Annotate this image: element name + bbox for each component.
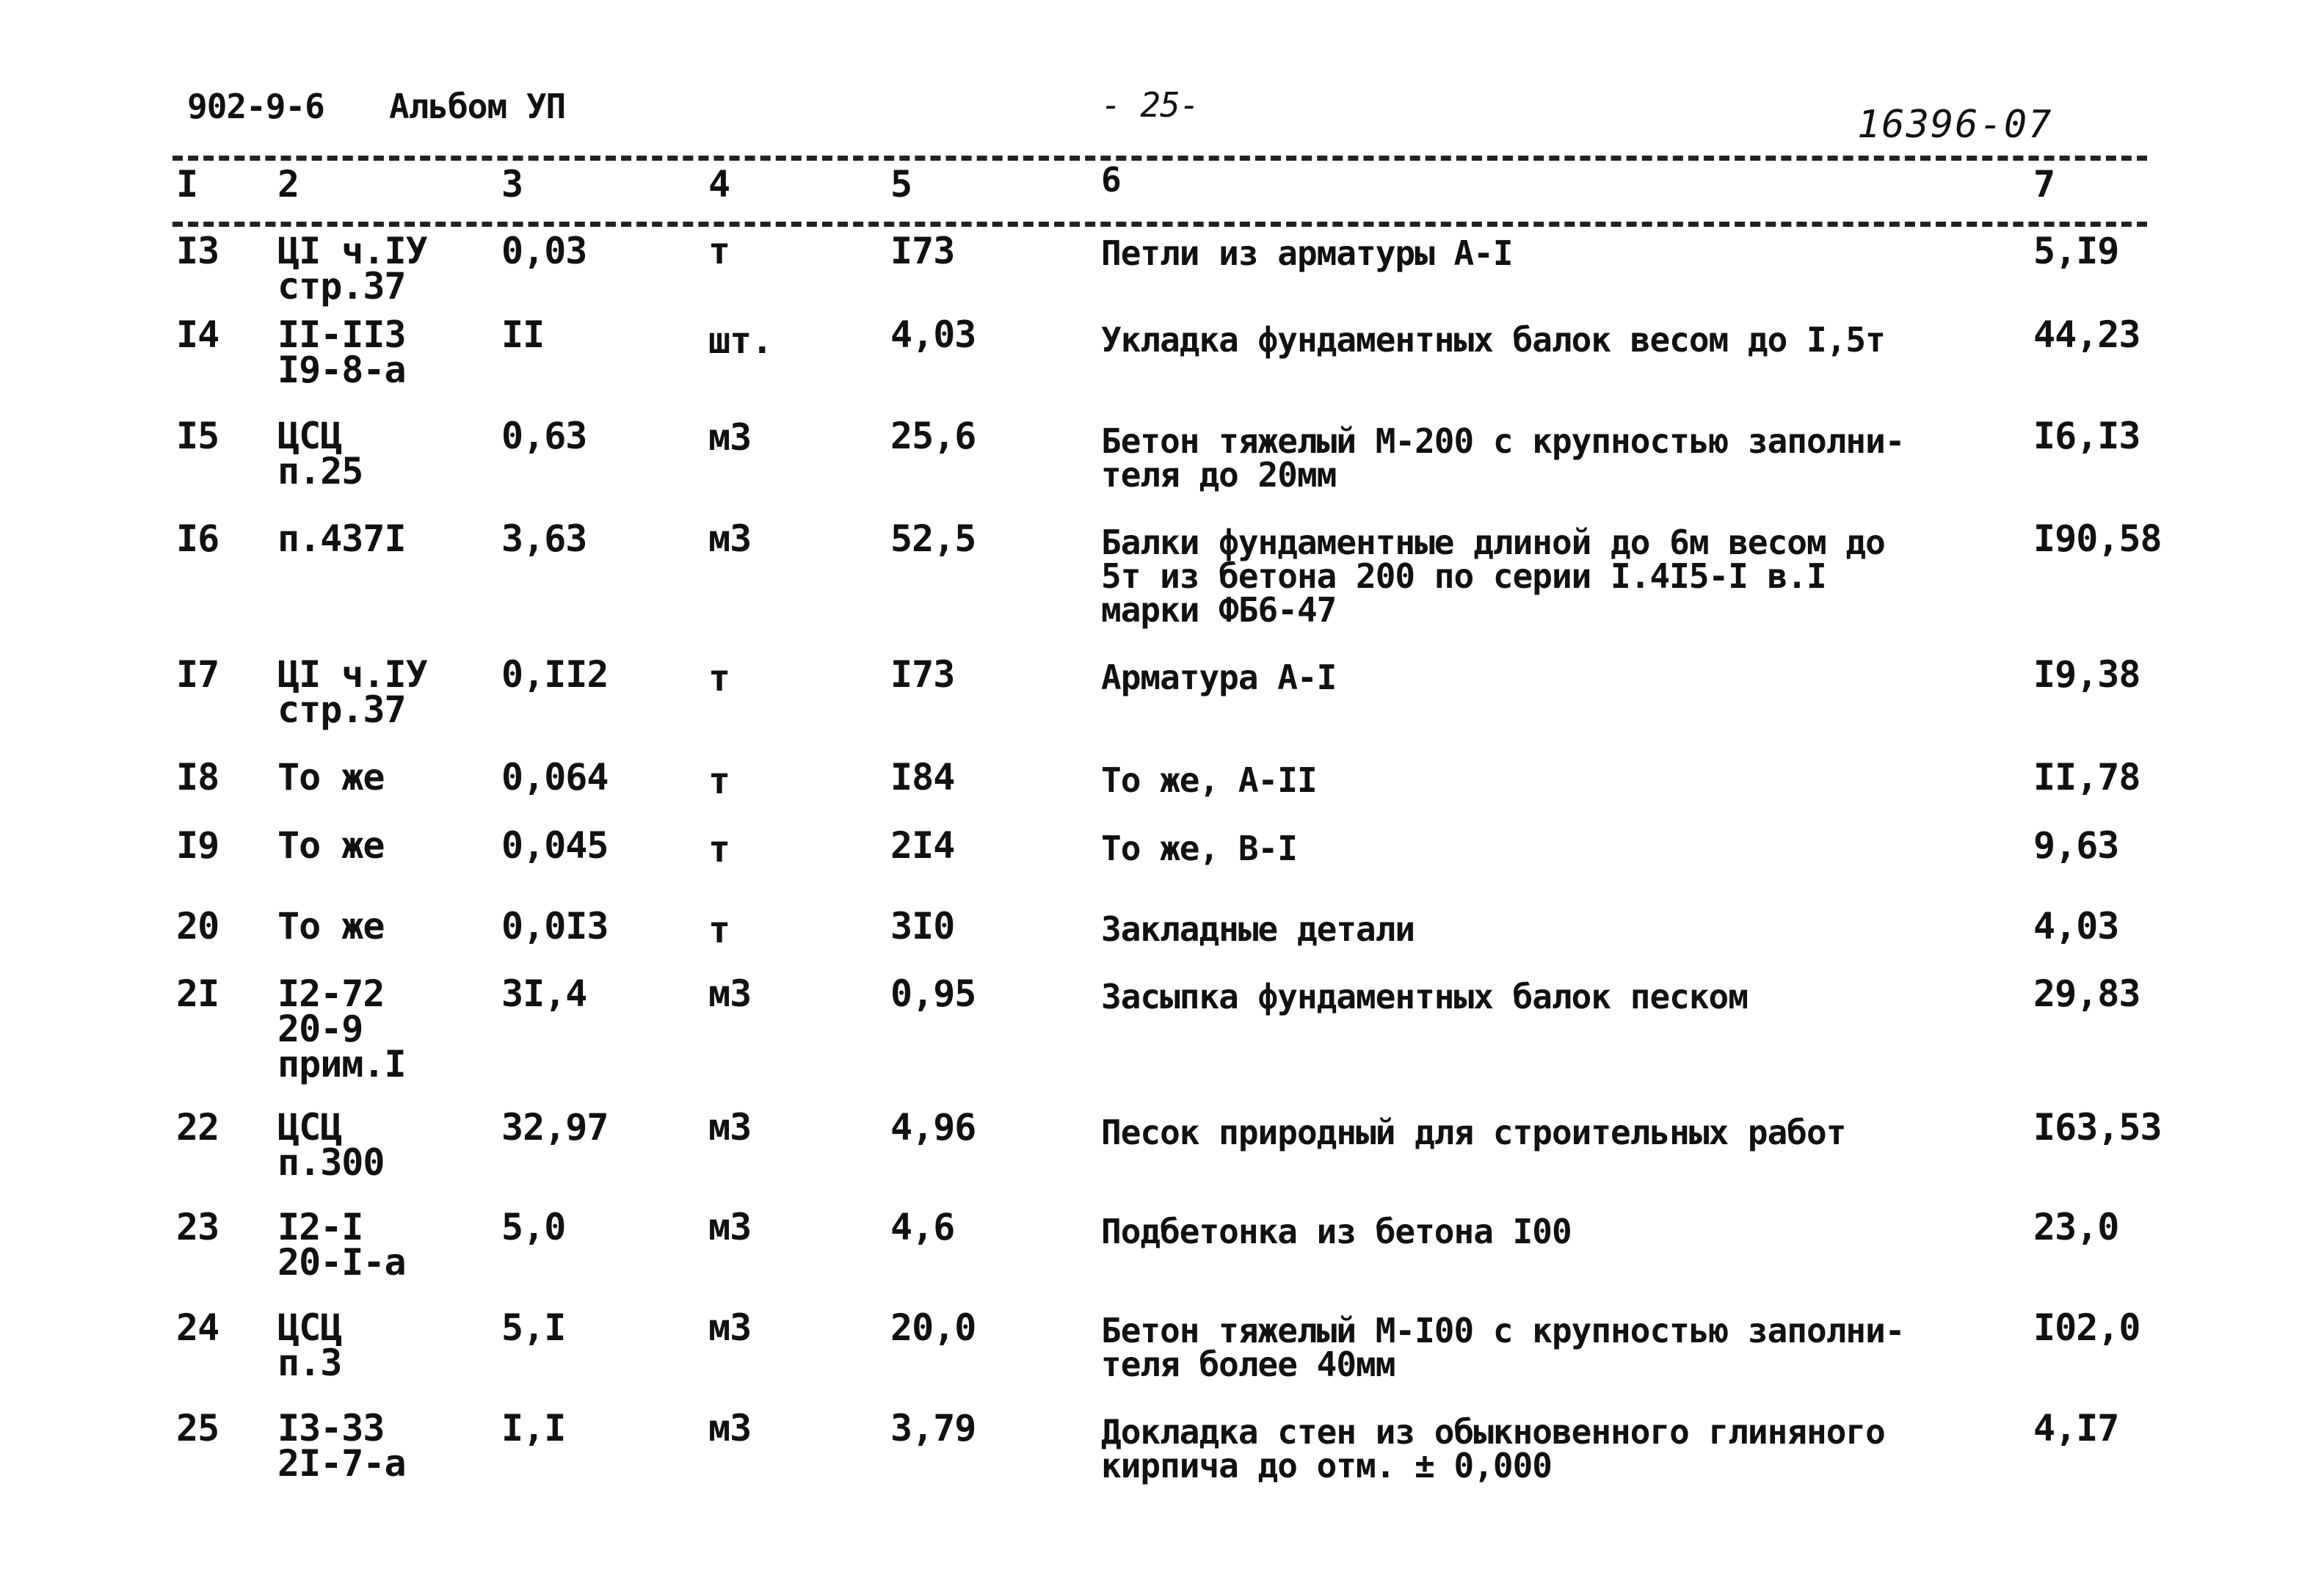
row-number: 2I [176,972,219,1015]
row-total: I90,58 [2033,517,2162,560]
row-reference: I2-72 20-9 прим.I [277,972,406,1085]
row-unit: т [708,760,730,802]
row-unit-price: 4,96 [890,1106,976,1149]
column-header-5: 5 [890,163,913,205]
column-header-2: 2 [277,163,300,205]
row-unit-price: 0,95 [890,972,976,1015]
row-quantity: 32,97 [501,1106,609,1149]
page-number: - 25- [1101,85,1199,125]
row-quantity: 3I,4 [501,972,587,1015]
column-header-3: 3 [501,163,524,205]
row-number: I9 [176,824,219,867]
row-total: I02,0 [2033,1306,2140,1349]
row-description: Балки фундаментные длиной до 6м весом до 5т из бетона 200 по серии I.4I5-I в.I марки ФБ6-47 [1101,523,1885,630]
row-total: 5,I9 [2033,230,2119,272]
row-reference: То же [277,905,385,947]
row-unit-price: 4,6 [890,1206,955,1248]
row-unit: м3 [708,517,752,560]
row-number: I3 [176,230,219,272]
row-reference: ЦСЦ п.25 [277,415,363,492]
column-header-6: 6 [1101,160,1122,200]
row-unit: м3 [708,1106,752,1149]
inventory-number: 16396-07 [1857,103,2053,147]
row-description: Докладка стен из обыкновенного глиняного кирпича до отм. ± 0,000 [1101,1412,1885,1485]
row-unit: т [708,230,730,272]
row-quantity: 3,63 [501,517,587,560]
row-number: 20 [176,905,219,947]
row-unit: т [708,657,730,699]
row-quantity: 0,0I3 [501,905,609,947]
row-total: 23,0 [2033,1206,2119,1248]
row-description: Бетон тяжелый М-200 с крупностью заполни- теля до 20мм [1101,421,1905,495]
row-unit: м3 [708,1407,752,1449]
row-unit: м3 [708,972,752,1015]
row-unit-price: 20,0 [890,1306,976,1349]
row-reference: I2-I 20-I-а [277,1206,406,1284]
row-description: То же, B-I [1101,829,1297,868]
row-unit: м3 [708,416,752,459]
row-quantity: II [501,313,545,356]
row-quantity: I,I [501,1407,566,1449]
row-quantity: 0,63 [501,415,587,457]
table-top-rule [173,156,2147,161]
row-unit: т [708,828,730,870]
row-total: 29,83 [2033,972,2140,1015]
row-number: I6 [176,517,219,560]
row-unit-price: 2I4 [890,824,955,867]
row-number: I8 [176,756,219,799]
row-unit-price: 4,03 [890,313,976,356]
row-reference: I3-33 2I-7-а [277,1407,406,1485]
row-quantity: 0,064 [501,756,609,799]
row-description: Засыпка фундаментных балок песком [1101,977,1748,1016]
row-description: То же, A-II [1101,760,1317,800]
row-number: I7 [176,653,219,696]
document-code: 902-9-6 [187,87,324,126]
row-description: Укладка фундаментных балок весом до I,5т [1101,320,1885,360]
row-unit-price: I84 [890,756,955,799]
row-quantity: 0,03 [501,230,587,272]
row-unit: т [708,909,730,951]
row-reference: ЦСЦ п.300 [277,1106,385,1184]
row-total: 44,23 [2033,313,2140,356]
row-unit-price: 3I0 [890,905,955,947]
row-unit-price: 25,6 [890,415,976,457]
row-quantity: 0,045 [501,824,609,867]
row-description: Петли из арматуры A-I [1101,233,1513,273]
row-quantity: 5,0 [501,1206,566,1248]
column-header-4: 4 [708,163,731,205]
row-description: Песок природный для строительных работ [1101,1113,1846,1152]
row-description: Арматура A-I [1101,658,1337,697]
row-quantity: 0,II2 [501,653,609,696]
row-unit-price: 3,79 [890,1407,976,1449]
row-description: Закладные детали [1101,909,1415,949]
row-reference: То же [277,824,385,867]
row-description: Бетон тяжелый М-I00 с крупностью заполни- теля более 40мм [1101,1311,1905,1384]
row-quantity: 5,I [501,1306,566,1349]
row-reference: ЦСЦ п.3 [277,1306,342,1384]
column-header-1: I [176,163,199,205]
row-total: 4,I7 [2033,1407,2119,1449]
row-unit-price: I73 [890,230,955,272]
row-reference: п.437I [277,517,406,560]
row-reference: ЦI ч.IУ стр.37 [277,653,427,731]
table-header-rule [173,222,2147,227]
row-unit: м3 [708,1206,752,1248]
row-total: I6,I3 [2033,415,2140,457]
row-total: 9,63 [2033,824,2119,867]
row-total: I9,38 [2033,653,2140,696]
row-total: I63,53 [2033,1106,2162,1149]
row-total: II,78 [2033,756,2140,799]
row-number: 22 [176,1106,219,1149]
row-unit: шт. [708,319,773,362]
row-number: I4 [176,313,219,356]
column-header-7: 7 [2033,163,2056,205]
album-title: Альбом УП [389,87,566,126]
row-number: 25 [176,1407,219,1449]
row-number: 23 [176,1206,219,1248]
row-reference: ЦI ч.IУ стр.37 [277,230,427,308]
row-number: 24 [176,1306,219,1349]
row-number: I5 [176,415,219,457]
row-reference: То же [277,756,385,799]
row-unit-price: I73 [890,653,955,696]
row-description: Подбетонка из бетона I00 [1101,1212,1572,1251]
row-unit: м3 [708,1306,752,1349]
row-reference: II-II3 I9-8-а [277,313,406,391]
row-unit-price: 52,5 [890,517,976,560]
row-total: 4,03 [2033,905,2119,947]
